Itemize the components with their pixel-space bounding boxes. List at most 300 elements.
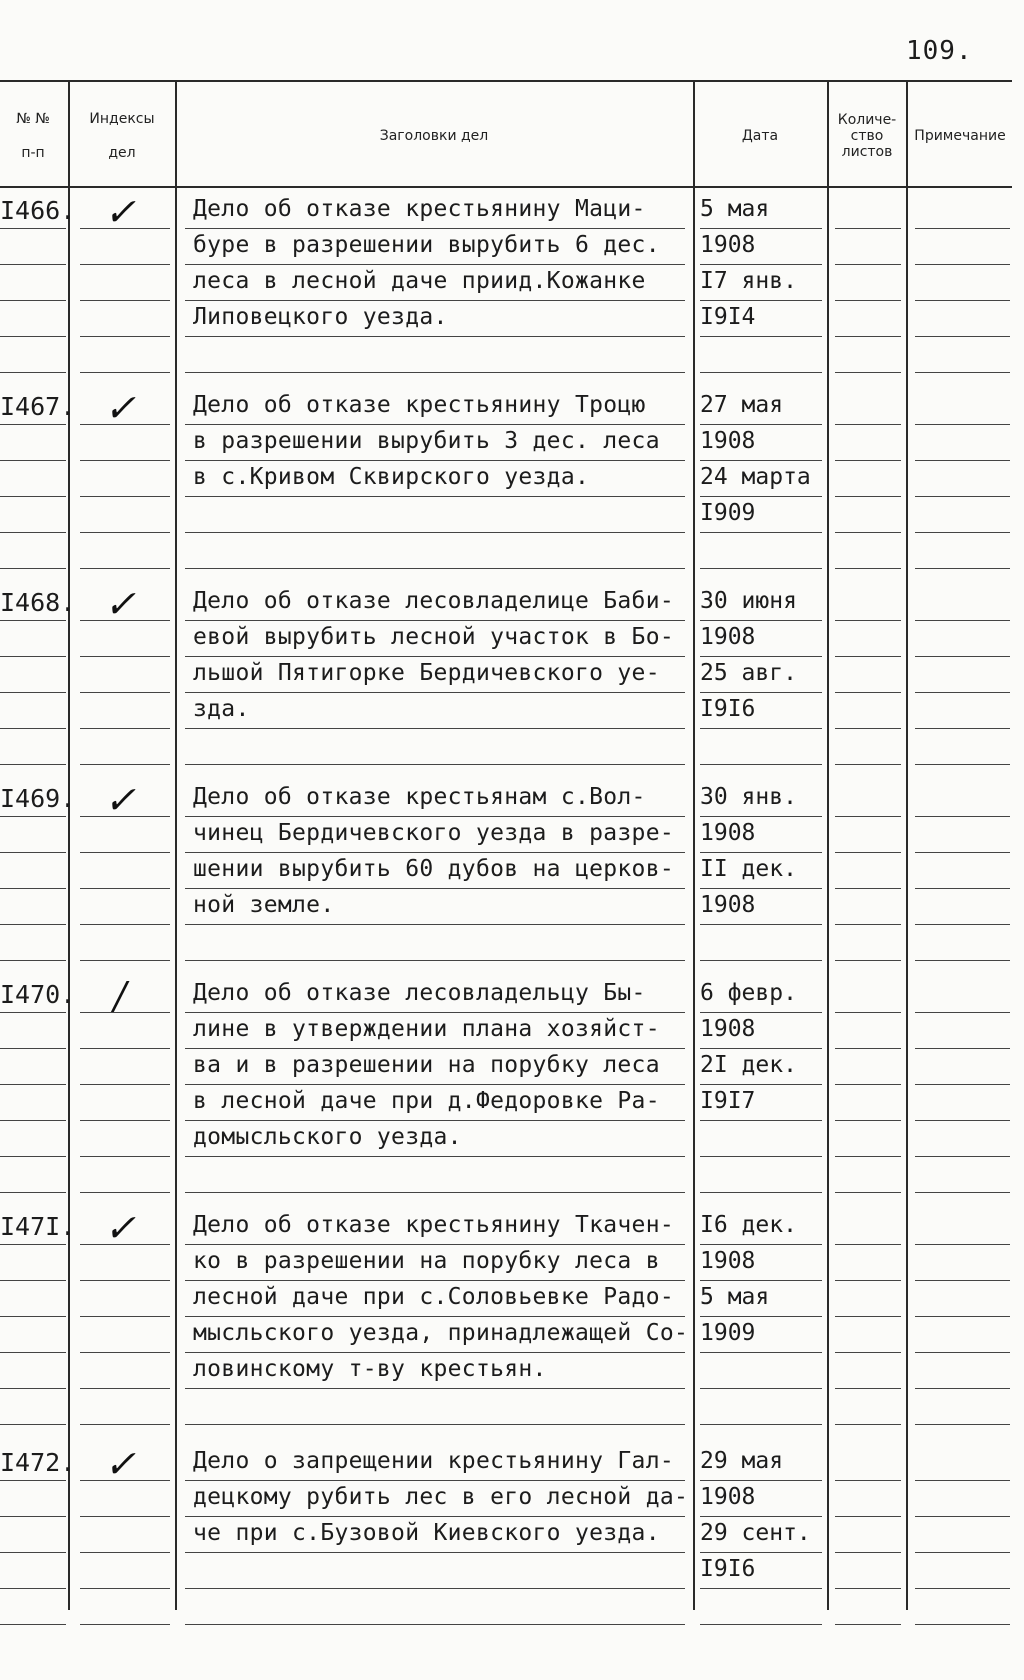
ruled-line [185, 764, 685, 765]
ruled-line [185, 300, 685, 301]
record-date: II дек. [700, 856, 797, 882]
ruled-line [0, 1280, 66, 1281]
ruled-line [80, 424, 170, 425]
check-mark: ✓ [104, 582, 136, 626]
ruled-line [915, 372, 1010, 373]
ruled-line [0, 372, 66, 373]
ruled-line [915, 1244, 1010, 1245]
ruled-line [700, 300, 822, 301]
record-date: I909 [700, 500, 756, 526]
ruled-line [0, 1480, 66, 1481]
ruled-line [185, 1552, 685, 1553]
ruled-line [700, 852, 822, 853]
record-number: I472. [0, 1448, 76, 1477]
ruled-line [185, 1624, 685, 1625]
ruled-line [80, 728, 170, 729]
ruled-line [185, 816, 685, 817]
record-number: I467. [0, 392, 76, 421]
check-mark: / [113, 974, 127, 1018]
ruled-line [700, 764, 822, 765]
ruled-line [80, 372, 170, 373]
ruled-line [0, 728, 66, 729]
ruled-line [915, 460, 1010, 461]
ruled-line [80, 300, 170, 301]
ruled-line [80, 960, 170, 961]
ruled-line [185, 1156, 685, 1157]
ruled-line [80, 620, 170, 621]
record-title-line: евой вырубить лесной участок в Бо- [193, 624, 675, 650]
record-date: 27 мая [700, 392, 784, 418]
record-date: 2I дек. [700, 1052, 797, 1078]
ruled-line [185, 924, 685, 925]
ruled-line [80, 228, 170, 229]
ruled-line [835, 1480, 901, 1481]
ruled-line [915, 924, 1010, 925]
ruled-line [915, 1156, 1010, 1157]
ruled-line [835, 1424, 901, 1425]
header-title: Заголовки дел [379, 128, 489, 144]
ruled-line [80, 336, 170, 337]
header-index: Индексы дел [89, 111, 155, 161]
ruled-line [185, 1048, 685, 1049]
ruled-line [700, 1084, 822, 1085]
ruled-line [700, 620, 822, 621]
ruled-line [0, 1316, 66, 1317]
ruled-line [700, 568, 822, 569]
ruled-line [185, 656, 685, 657]
record-title-line: мысльского уезда, принадлежащей Со- [193, 1320, 689, 1346]
ruled-line [0, 816, 66, 817]
ruled-line [835, 1316, 901, 1317]
ruled-line [0, 1352, 66, 1353]
ruled-line [915, 1480, 1010, 1481]
ruled-line [0, 424, 66, 425]
record-title-line: леса в лесной даче приид.Кожанке [193, 268, 646, 294]
ruled-line [185, 424, 685, 425]
record-date: 24 марта [700, 464, 811, 490]
column-divider [175, 82, 177, 1610]
ruled-line [835, 1244, 901, 1245]
ruled-line [700, 1316, 822, 1317]
record-title-line: льшой Пятигорке Бердичевского уе- [193, 660, 660, 686]
ruled-line [835, 460, 901, 461]
ruled-line [700, 460, 822, 461]
ruled-line [80, 1516, 170, 1517]
ruled-line [0, 924, 66, 925]
ruled-line [835, 424, 901, 425]
ruled-line [185, 228, 685, 229]
record-title-line: зда. [193, 696, 250, 722]
ruled-line [0, 888, 66, 889]
column-divider [68, 82, 70, 1610]
ruled-line [80, 1244, 170, 1245]
record-number: I470. [0, 980, 76, 1009]
record-title-line: ва и в разрешении на порубку леса [193, 1052, 660, 1078]
record-date: 6 февр. [700, 980, 797, 1006]
ruled-line [915, 1552, 1010, 1553]
ruled-line [80, 264, 170, 265]
ruled-line [700, 1352, 822, 1353]
ruled-line [835, 1048, 901, 1049]
record-title-line: Дело об отказе лесовладельцу Бы- [193, 980, 646, 1006]
ruled-line [700, 1480, 822, 1481]
ruled-line [80, 460, 170, 461]
record-date: 1908 [700, 1248, 756, 1274]
record-title-line: децкому рубить лес в его лесной да- [193, 1484, 689, 1510]
ruled-line [835, 1280, 901, 1281]
ruled-line [835, 568, 901, 569]
ruled-line [915, 656, 1010, 657]
ruled-line [700, 816, 822, 817]
ruled-line [915, 1012, 1010, 1013]
header-bottom-rule [0, 186, 1012, 188]
ruled-line [835, 1516, 901, 1517]
ruled-line [700, 1588, 822, 1589]
record-number: I468. [0, 588, 76, 617]
ruled-line [80, 1624, 170, 1625]
record-title-line: Липовецкого уезда. [193, 304, 448, 330]
ruled-line [915, 1280, 1010, 1281]
ruled-line [700, 692, 822, 693]
ruled-line [700, 1048, 822, 1049]
ruled-line [80, 1424, 170, 1425]
ruled-line [0, 620, 66, 621]
ruled-line [185, 264, 685, 265]
ruled-line [835, 336, 901, 337]
column-divider [906, 82, 908, 1610]
ruled-line [700, 1424, 822, 1425]
ruled-line [835, 1012, 901, 1013]
ruled-line [915, 532, 1010, 533]
ruled-line [700, 1012, 822, 1013]
ruled-line [835, 532, 901, 533]
ruled-line [0, 1120, 66, 1121]
ruled-line [835, 888, 901, 889]
record-title-line: в разрешении вырубить 3 дес. леса [193, 428, 660, 454]
ruled-line [835, 1352, 901, 1353]
ruled-line [0, 264, 66, 265]
ruled-line [915, 620, 1010, 621]
ruled-line [185, 1516, 685, 1517]
ruled-line [0, 692, 66, 693]
record-title-line: че при с.Бузовой Киевского уезда. [193, 1520, 660, 1546]
ruled-line [80, 1280, 170, 1281]
ruled-line [915, 1624, 1010, 1625]
ruled-line [0, 1084, 66, 1085]
ruled-line [835, 692, 901, 693]
ruled-line [185, 692, 685, 693]
page-number: 109. [906, 36, 973, 66]
ruled-line [0, 1192, 66, 1193]
ruled-line [80, 888, 170, 889]
ruled-line [80, 1048, 170, 1049]
ruled-line [80, 852, 170, 853]
ruled-line [80, 532, 170, 533]
record-date: 1909 [700, 1320, 756, 1346]
record-title-line: Дело об отказе крестьянину Троцю [193, 392, 646, 418]
record-title-line: Дело об отказе крестьянину Маци- [193, 196, 646, 222]
ruled-line [915, 1084, 1010, 1085]
ruled-line [0, 1588, 66, 1589]
ruled-line [915, 1352, 1010, 1353]
ruled-line [835, 1552, 901, 1553]
record-number: I469. [0, 784, 76, 813]
record-date: I7 янв. [700, 268, 797, 294]
ruled-line [700, 264, 822, 265]
ruled-line [0, 228, 66, 229]
ruled-line [185, 728, 685, 729]
ruled-line [80, 816, 170, 817]
ruled-line [185, 1316, 685, 1317]
ruled-line [835, 1084, 901, 1085]
ruled-line [185, 888, 685, 889]
header-note: Примечание [914, 128, 1006, 144]
record-title-line: в лесной даче при д.Федоровке Ра- [193, 1088, 660, 1114]
record-title-line: шении вырубить 60 дубов на церков- [193, 856, 675, 882]
ruled-line [0, 300, 66, 301]
ruled-line [700, 1120, 822, 1121]
ruled-line [915, 888, 1010, 889]
ruled-line [0, 460, 66, 461]
record-title-line: Дело об отказе лесовладелице Баби- [193, 588, 675, 614]
record-date: 1908 [700, 1484, 756, 1510]
ruled-line [0, 1424, 66, 1425]
ruled-line [835, 1588, 901, 1589]
ruled-line [915, 960, 1010, 961]
ruled-line [700, 1280, 822, 1281]
record-title-line: лине в утверждении плана хозяйст- [193, 1016, 660, 1042]
ruled-line [700, 1388, 822, 1389]
ruled-line [700, 1192, 822, 1193]
ruled-line [835, 852, 901, 853]
check-mark: ✓ [104, 190, 136, 234]
check-mark: ✓ [104, 1442, 136, 1486]
record-date: 29 сент. [700, 1520, 811, 1546]
ruled-line [915, 1120, 1010, 1121]
ruled-line [835, 1624, 901, 1625]
ruled-line [835, 1120, 901, 1121]
ruled-line [185, 1352, 685, 1353]
ruled-line [0, 1244, 66, 1245]
ruled-line [80, 1156, 170, 1157]
ruled-line [0, 1048, 66, 1049]
ruled-line [915, 1192, 1010, 1193]
ruled-line [185, 620, 685, 621]
ruled-line [915, 1316, 1010, 1317]
ruled-line [915, 336, 1010, 337]
ruled-line [80, 1012, 170, 1013]
ruled-line [185, 852, 685, 853]
record-title-line: Дело об отказе крестьянам с.Вол- [193, 784, 646, 810]
ruled-line [700, 888, 822, 889]
ruled-line [185, 1192, 685, 1193]
ruled-line [835, 764, 901, 765]
ruled-line [700, 1244, 822, 1245]
ruled-line [80, 496, 170, 497]
record-date: I9I7 [700, 1088, 756, 1114]
ruled-line [915, 1588, 1010, 1589]
record-title-line: ной земле. [193, 892, 335, 918]
header-sheets: Количе- ство листов [837, 112, 897, 160]
ruled-line [700, 228, 822, 229]
ruled-line [700, 960, 822, 961]
ruled-line [80, 1552, 170, 1553]
record-date: 1908 [700, 820, 756, 846]
ruled-line [0, 764, 66, 765]
record-title-line: лесной даче при с.Соловьевке Радо- [193, 1284, 675, 1310]
ruled-line [80, 692, 170, 693]
ruled-line [915, 568, 1010, 569]
ruled-line [185, 1084, 685, 1085]
ruled-line [80, 1388, 170, 1389]
ruled-line [0, 1624, 66, 1625]
ruled-line [915, 496, 1010, 497]
ruled-line [0, 336, 66, 337]
ruled-line [185, 1120, 685, 1121]
ruled-line [915, 424, 1010, 425]
ruled-line [80, 1480, 170, 1481]
ruled-line [185, 532, 685, 533]
record-title-line: буре в разрешении вырубить 6 дес. [193, 232, 660, 258]
ruled-line [915, 764, 1010, 765]
record-title-line: Дело о запрещении крестьянину Гал- [193, 1448, 675, 1474]
ruled-line [835, 496, 901, 497]
ruled-line [835, 300, 901, 301]
ruled-line [185, 960, 685, 961]
ruled-line [80, 1316, 170, 1317]
record-title-line: ловинскому т-ву крестьян. [193, 1356, 547, 1382]
ruled-line [0, 496, 66, 497]
ruled-line [0, 852, 66, 853]
ruled-line [185, 568, 685, 569]
ruled-line [835, 1388, 901, 1389]
ruled-line [835, 656, 901, 657]
ruled-line [915, 1048, 1010, 1049]
ruled-line [700, 532, 822, 533]
ruled-line [80, 1192, 170, 1193]
ruled-line [835, 1156, 901, 1157]
ruled-line [80, 924, 170, 925]
record-date: I9I4 [700, 304, 756, 330]
record-number: I466. [0, 196, 76, 225]
ruled-line [700, 424, 822, 425]
ruled-line [700, 1156, 822, 1157]
ruled-line [0, 1012, 66, 1013]
ruled-line [80, 1588, 170, 1589]
record-date: 1908 [700, 892, 756, 918]
check-mark: ✓ [104, 386, 136, 430]
record-date: 1908 [700, 1016, 756, 1042]
ruled-line [80, 568, 170, 569]
check-mark: ✓ [104, 778, 136, 822]
ruled-line [185, 336, 685, 337]
record-date: 5 мая [700, 196, 770, 222]
record-date: 25 авг. [700, 660, 797, 686]
ruled-line [0, 960, 66, 961]
ruled-line [915, 816, 1010, 817]
ruled-line [835, 1192, 901, 1193]
ruled-line [185, 496, 685, 497]
check-mark: ✓ [104, 1206, 136, 1250]
ruled-line [700, 924, 822, 925]
ruled-line [0, 1156, 66, 1157]
ruled-line [700, 336, 822, 337]
ruled-line [835, 228, 901, 229]
ruled-line [915, 1388, 1010, 1389]
ruled-line [915, 692, 1010, 693]
record-date: 29 мая [700, 1448, 784, 1474]
ruled-line [835, 264, 901, 265]
ruled-line [80, 1084, 170, 1085]
ruled-line [915, 852, 1010, 853]
record-date: I6 дек. [700, 1212, 797, 1238]
ruled-line [700, 496, 822, 497]
record-date: I9I6 [700, 696, 756, 722]
ruled-line [915, 1424, 1010, 1425]
ruled-line [0, 532, 66, 533]
ruled-line [835, 816, 901, 817]
record-title-line: ко в разрешении на порубку леса в [193, 1248, 660, 1274]
ruled-line [80, 1352, 170, 1353]
ruled-line [185, 1424, 685, 1425]
ruled-line [0, 1388, 66, 1389]
ruled-line [700, 728, 822, 729]
record-date: 1908 [700, 624, 756, 650]
ruled-line [185, 372, 685, 373]
ruled-line [80, 656, 170, 657]
record-date: 1908 [700, 428, 756, 454]
record-title-line: в с.Кривом Сквирского уезда. [193, 464, 590, 490]
record-title-line: домысльского уезда. [193, 1124, 462, 1150]
ruled-line [185, 460, 685, 461]
header-number: № № п-п [16, 111, 50, 161]
ruled-line [0, 568, 66, 569]
ruled-line [185, 1012, 685, 1013]
table-top-rule [0, 80, 1012, 82]
ruled-line [80, 764, 170, 765]
record-title-line: Дело об отказе крестьянину Ткачен- [193, 1212, 675, 1238]
ruled-line [835, 620, 901, 621]
ruled-line [700, 1516, 822, 1517]
ruled-line [835, 372, 901, 373]
ruled-line [835, 728, 901, 729]
record-date: 5 мая [700, 1284, 770, 1310]
ruled-line [915, 264, 1010, 265]
ruled-line [915, 228, 1010, 229]
ruled-line [700, 1624, 822, 1625]
ruled-line [915, 1516, 1010, 1517]
record-date: 1908 [700, 232, 756, 258]
record-date: I9I6 [700, 1556, 756, 1582]
ruled-line [0, 656, 66, 657]
record-date: 30 янв. [700, 784, 797, 810]
record-title-line: чинец Бердичевского уезда в разре- [193, 820, 675, 846]
ruled-line [185, 1480, 685, 1481]
ruled-line [835, 960, 901, 961]
ruled-line [185, 1244, 685, 1245]
record-date: 30 июня [700, 588, 797, 614]
ruled-line [700, 656, 822, 657]
ruled-line [185, 1388, 685, 1389]
ruled-line [915, 728, 1010, 729]
ruled-line [0, 1552, 66, 1553]
ruled-line [0, 1516, 66, 1517]
ruled-line [700, 1552, 822, 1553]
ruled-line [700, 372, 822, 373]
ruled-line [185, 1280, 685, 1281]
record-number: I47I. [0, 1212, 76, 1241]
header-date: Дата [741, 128, 779, 144]
